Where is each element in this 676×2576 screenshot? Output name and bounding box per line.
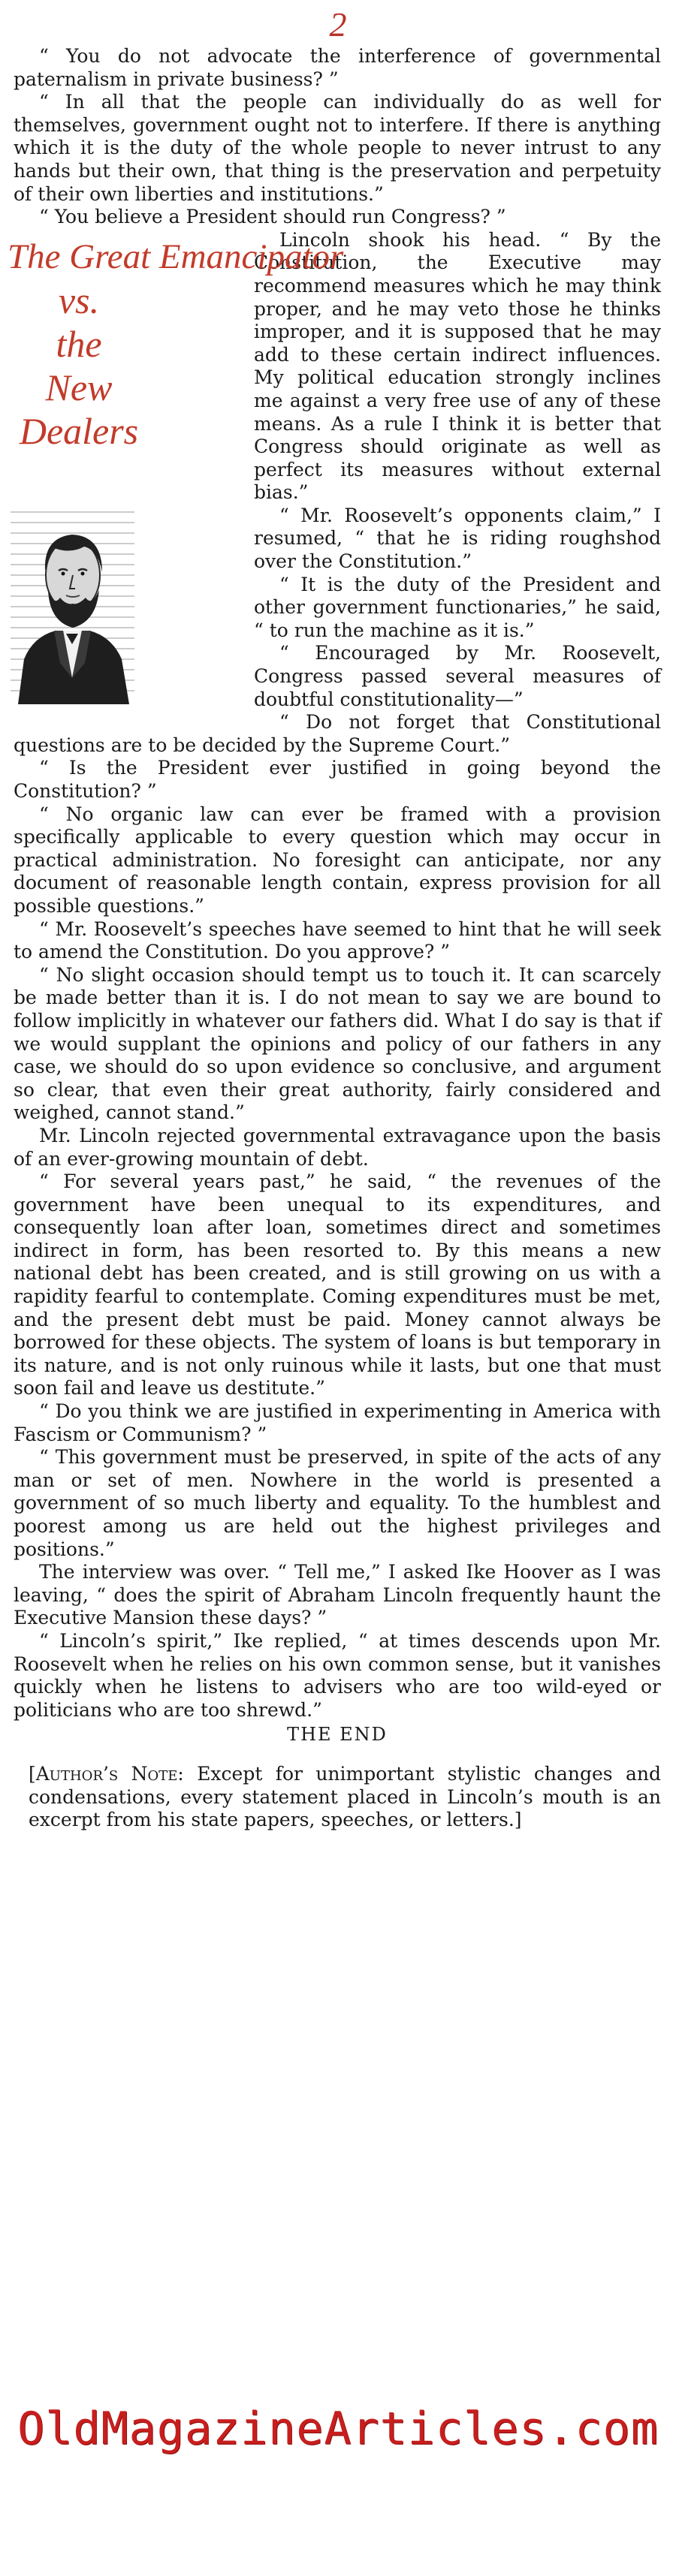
paragraph-18: “ Lincoln’s spirit,” Ike replied, “ at times descends upon Mr. Roosevelt when he relies on his own common sense, but it vanishes quickly when he listens to advisers who are too wild-eyed or politicians who are too shrewd.” bbox=[14, 1629, 661, 1721]
paragraph-2: “ In all that the people can individually do as well for themselves, government ought not to interfere. If there is anything which it is the duty of the whole people to never intrust to any hands but their own, that thing is the preservation and perpetuity of their own liberties and institutions.” bbox=[14, 91, 661, 205]
headline-line-3: the bbox=[56, 322, 102, 365]
paragraph-16: “ This government must be preserved, in spite of the acts of any man or set of men. Nowhere in the world is presented a government of so much liberty and equality. To the humblest and poorest among us are held out the highest privileges and positions.” bbox=[14, 1446, 661, 1560]
author-note-label: [Author’s Note: bbox=[29, 1762, 184, 1785]
paragraph-15: “ Do you think we are justified in experimenting in America with Fascism or Communism? ” bbox=[14, 1400, 661, 1445]
paragraph-8: “ Do not forget that Constitutional questions are to be decided by the Supreme Court.” bbox=[14, 711, 661, 756]
headline-line-5: Dealers bbox=[19, 409, 139, 452]
site-watermark: OldMagazineArticles.com bbox=[17, 2403, 659, 2455]
paragraph-17: The interview was over. “ Tell me,” I asked Ike Hoover as I was leaving, “ does the spirit of Abraham Lincoln frequently haunt the Executive Mansion these days? ” bbox=[14, 1561, 661, 1629]
headline bbox=[0, 235, 344, 453]
lincoln-portrait-icon bbox=[11, 502, 134, 704]
paragraph-1: “ You do not advocate the interference of governmental paternalism in private business? ” bbox=[14, 45, 661, 90]
headline-line-1: The Great Emancipator bbox=[8, 237, 344, 276]
paragraph-7: “ Encouraged by Mr. Roosevelt, Congress passed several measures of doubtful constitutionality—” bbox=[254, 642, 661, 710]
paragraph-3: “ You believe a President should run Congress? ” bbox=[39, 206, 506, 228]
paragraph-13: Mr. Lincoln rejected governmental extravagance upon the basis of an ever-growing mountain of debt. bbox=[14, 1124, 661, 1170]
paragraph-5: “ Mr. Roosevelt’s opponents claim,” I resumed, “ that he is riding roughshod over the Constitution.” bbox=[254, 504, 661, 573]
author-note-text: Except for unimportant stylistic changes and condensations, every statement placed in Lincoln’s mouth is an excerpt from his state papers, speeches, or letters.] bbox=[29, 1762, 661, 1831]
headline-block bbox=[0, 235, 344, 723]
author-note bbox=[14, 1763, 661, 1832]
paragraph-4: Lincoln shook his head. “ By the Constitution, the Executive may recommend measures which he may think proper, and he may veto those he thinks improper, and it is supposed that he may add to these certain indirect influences. My political education strongly inclines me against a very free use of any of these means. As a rule I think it is better that Congress should originate as well as perfect its measures without external bias.” bbox=[254, 228, 661, 504]
paragraph-14: “ For several years past,” he said, “ the revenues of the government have been unequal to its expenditures, and consequently loan after loan, sometimes direct and sometimes indirect in form, has been resorted to. By this means a new national debt has been created, and is still growing on us with a rapidity fearful to contemplate. Coming expenditures must be met, and the present debt must be paid. Money cannot always be borrowed for these objects. The system of loans is but temporary in its nature, and is not only ruinous while it lasts, but one that must soon fail and leave us destitute.” bbox=[14, 1170, 661, 1399]
paragraph-6: “ It is the duty of the President and other government functionaries,” he said, “ to run the machine as it is.” bbox=[254, 573, 661, 641]
the-end-label: THE END bbox=[287, 1724, 388, 1746]
paragraph-10: “ No organic law can ever be framed with a provision specifically applicable to every question which may occur in practical administration. No foresight can anticipate, nor any document of reasonable length contain, express provision for all possible questions.” bbox=[14, 803, 661, 917]
article-body bbox=[8, 45, 661, 1832]
headline-line-4: New bbox=[45, 366, 113, 408]
paragraph-12: “ No slight occasion should tempt us to touch it. It can scarcely be made better than it is. I do not mean to say we are bound to follow implicitly in whatever our fathers did. What I do say is that if we would supplant the opinions and policy of our fathers in any case, we should do so upon evidence so conclusive, and argument so clear, that even their great authority, fairly considered and weighed, cannot stand.” bbox=[14, 963, 661, 1124]
paragraph-9: “ Is the President ever justified in going beyond the Constitution? ” bbox=[14, 757, 661, 802]
page-number: 2 bbox=[329, 5, 347, 44]
headline-line-2: vs. bbox=[58, 279, 100, 321]
paragraph-11: “ Mr. Roosevelt’s speeches have seemed to hint that he will seek to amend the Constitution. Do you approve? ” bbox=[14, 917, 661, 963]
